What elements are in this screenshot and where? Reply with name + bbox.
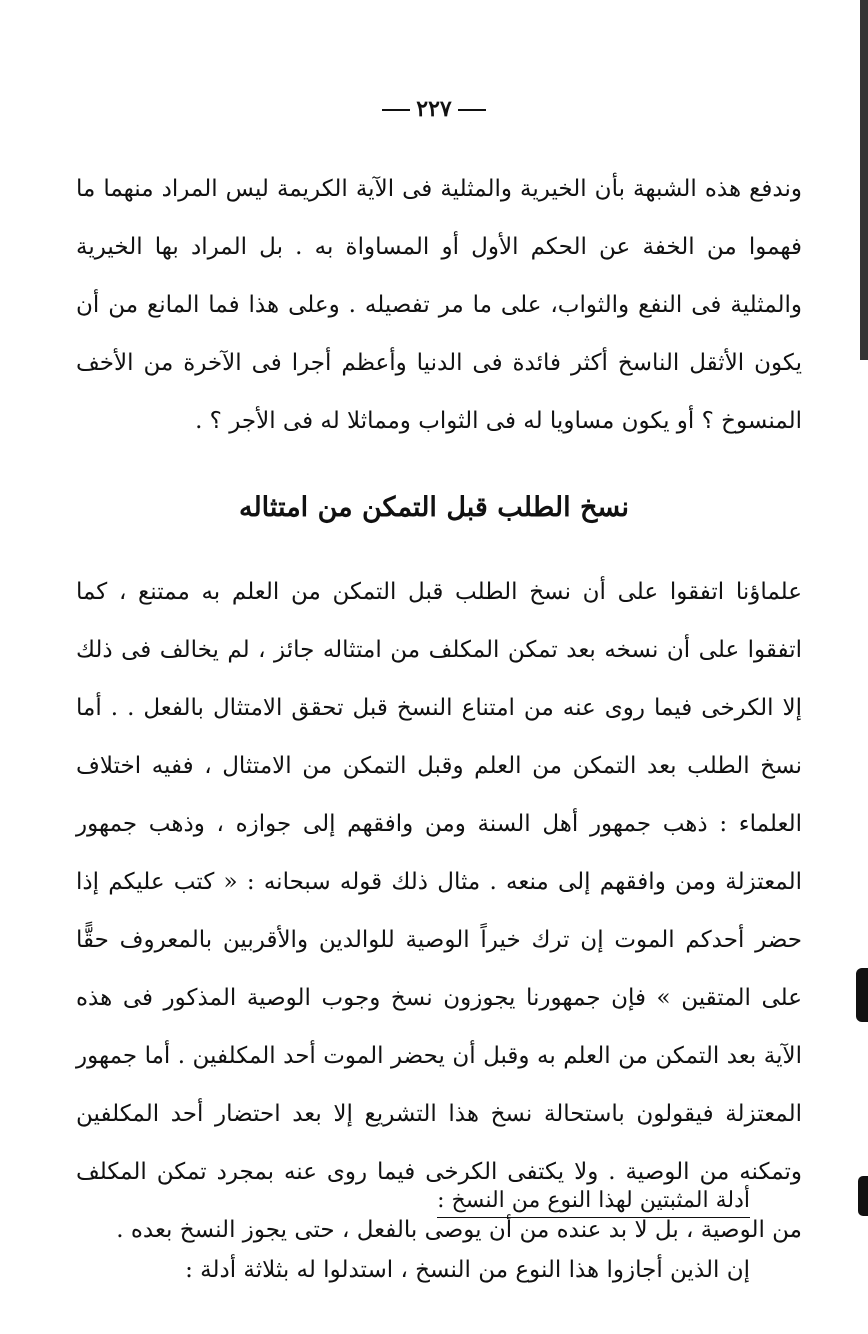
scan-edge-shadow-top [860,0,868,360]
scan-edge-blot-middle [856,968,868,1022]
paragraph-2: علماؤنا اتفقوا على أن نسخ الطلب قبل التمكن من العلم به ممتنع ، كما اتفقوا على أن نسخه بعد تمكن المكلف من امتثاله جائز ، لم يخالف فى ذلك إلا الكرخى فيما روى عنه من امتناع النسخ قبل تحقق الامتثال بالفعل . . أما نسخ الطلب بعد التمكن من العلم وقبل التمكن من الامتثال ، ففيه اختلاف العلماء : ذهب جمهور أهل السنة ومن وافقهم إلى جوازه ، وذهب جمهور المعتزلة ومن وافقهم إلى منعه . مثال ذلك قوله سبحانه : « كتب عليكم إذا حضر أحدكم الموت إن ترك خيراً الوصية للوالدين والأقربين بالمعروف حقًّا على المتقين » فإن جمهورنا يجوزون نسخ وجوب الوصية المذكور فى هذه الآية بعد التمكن من العلم به وقبل أن يحضر الموت أحد المكلفين . أما جمهور المعتزلة فيقولون باستحالة نسخ هذا التشريع إلا بعد احتضار أحد المكلفين وتمكنه من الوصية . ولا يكتفى الكرخى فيما روى عنه بمجرد تمكن المكلف من الوصية ، بل لا بد عنده من أن يوصى بالفعل ، حتى يجوز النسخ بعده . [76,579,802,1243]
scan-edge-blot-lower [858,1176,868,1216]
page-number-dash-right [458,109,486,111]
page-number-dash-left [382,109,410,111]
page-number-text: ٢٢٧ [416,96,452,122]
paragraph-3: إن الذين أجازوا هذا النوع من النسخ ، استدلوا له بثلاثة أدلة : [185,1257,750,1283]
paragraph-1: وندفع هذه الشبهة بأن الخيرية والمثلية فى الآية الكريمة ليس المراد منهما ما فهموا من الخفة عن الحكم الأول أو المساواة به . بل المراد بها الخيرية والمثلية فى النفع والثواب، على ما مر تفصيله . وعلى هذا فما المانع من أن يكون الأثقل الناسخ أكثر فائدة فى الدنيا وأعظم أجرا فى الآخرة من الأخف المنسوخ ؟ أو يكون مساويا له فى الثواب ومماثلا له فى الأجر ؟ . [76,176,802,434]
section-heading: نسخ الطلب قبل التمكن من امتثاله [238,492,629,523]
page-number [0,96,868,122]
subsection-heading: أدلة المثبتين لهذا النوع من النسخ : [437,1188,750,1218]
